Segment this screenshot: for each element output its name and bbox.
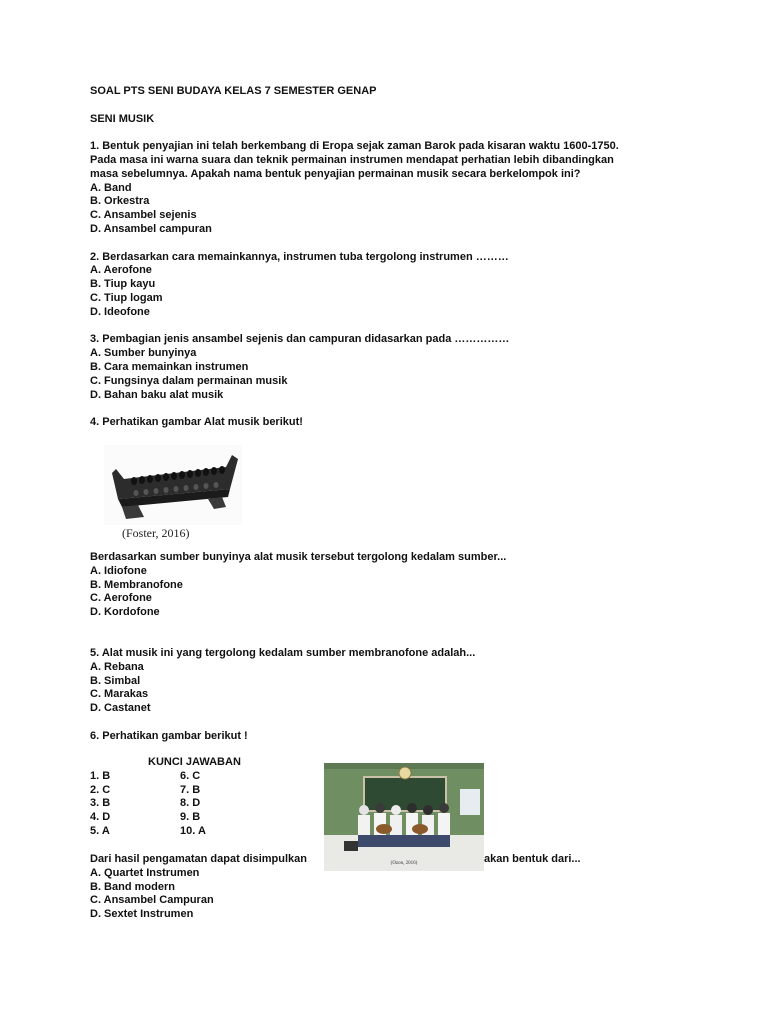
option: D. Bahan baku alat musik	[90, 388, 224, 401]
answer-item: 5. A	[90, 825, 110, 837]
question-1	[90, 140, 690, 237]
question-3	[90, 333, 690, 402]
option: D. Ansambel campuran	[90, 222, 212, 235]
document-title: SOAL PTS SENI BUDAYA KELAS 7 SEMESTER GENAP	[90, 85, 377, 97]
bonang-illustration	[104, 445, 242, 525]
option: D. Castanet	[90, 702, 151, 715]
section-title: SENI MUSIK	[90, 112, 155, 125]
answer-item: 7. B	[180, 783, 201, 796]
option: B. Band modern	[90, 880, 175, 893]
option: D. Kordofone	[90, 606, 160, 619]
answer-item: 9. B	[180, 811, 201, 824]
option: D. Sextet Instrumen	[90, 908, 194, 921]
option: B. Orkestra	[90, 195, 150, 208]
question-text	[90, 853, 690, 867]
answer-item: 3. B	[90, 797, 111, 810]
answer-item: 1. B	[90, 769, 111, 782]
option: A. Band	[90, 181, 132, 194]
question-text: 1. Bentuk penyajian ini telah berkembang di Eropa sejak zaman Barok pada kisaran waktu 1600-1750.	[90, 140, 619, 153]
option: A. Rebana	[90, 660, 144, 673]
option: B. Cara memainkan instrumen	[90, 360, 249, 373]
option: A. Idiofone	[90, 564, 147, 577]
answer-item: 6. C	[180, 769, 201, 782]
question-text-right: akan bentuk dari...	[484, 853, 581, 865]
question-5	[90, 647, 690, 716]
answer-item: 2. C	[90, 783, 111, 796]
option: B. Membranofone	[90, 578, 183, 591]
document-body	[90, 85, 690, 743]
option: C. Fungsinya dalam permainan musik	[90, 374, 288, 387]
option: D. Ideofone	[90, 305, 150, 318]
question-text: Berdasarkan sumber bunyinya alat musik tersebut tergolong kedalam sumber...	[90, 550, 507, 563]
question-2	[90, 251, 690, 320]
answer-item: 8. D	[180, 797, 201, 810]
option: A. Sumber bunyinya	[90, 347, 197, 360]
option: A. Quartet Instrumen	[90, 866, 200, 879]
question-text: 3. Pembagian jenis ansambel sejenis dan campuran didasarkan pada ……………	[90, 333, 510, 346]
option: C. Marakas	[90, 688, 149, 701]
question-text: 5. Alat musik ini yang tergolong kedalam sumber membranofone adalah...	[90, 646, 476, 659]
option: C. Ansambel sejenis	[90, 209, 197, 222]
option: B. Tiup kayu	[90, 278, 156, 291]
option: C. Aerofone	[90, 592, 152, 605]
question-text: masa sebelumnya. Apakah nama bentuk penyajian permainan musik secara berkelompok ini?	[90, 167, 581, 180]
answer-key-title: KUNCI JAWABAN	[148, 756, 241, 768]
image-caption: (Ozon, 2016)	[390, 861, 418, 866]
option: C. Ansambel Campuran	[90, 894, 214, 907]
image-caption: (Foster, 2016)	[122, 526, 190, 540]
question-text: 2. Berdasarkan cara memainkannya, instrumen tuba tergolong instrumen ………	[90, 250, 509, 263]
question-text: 4. Perhatikan gambar Alat musik berikut!	[90, 416, 303, 429]
option: C. Tiup logam	[90, 291, 163, 304]
question-6	[90, 853, 690, 922]
answer-item: 4. D	[90, 811, 111, 824]
instrument-image	[104, 445, 242, 543]
answer-item: 10. A	[180, 825, 206, 837]
option: B. Simbal	[90, 674, 141, 687]
question-6-text: 6. Perhatikan gambar berikut !	[90, 729, 248, 742]
option: A. Aerofone	[90, 264, 152, 277]
question-text-left: Dari hasil pengamatan dapat disimpulkan	[90, 853, 307, 865]
question-text: Pada masa ini warna suara dan teknik permainan instrumen mendapat perhatian lebih dibandingkan	[90, 153, 614, 166]
